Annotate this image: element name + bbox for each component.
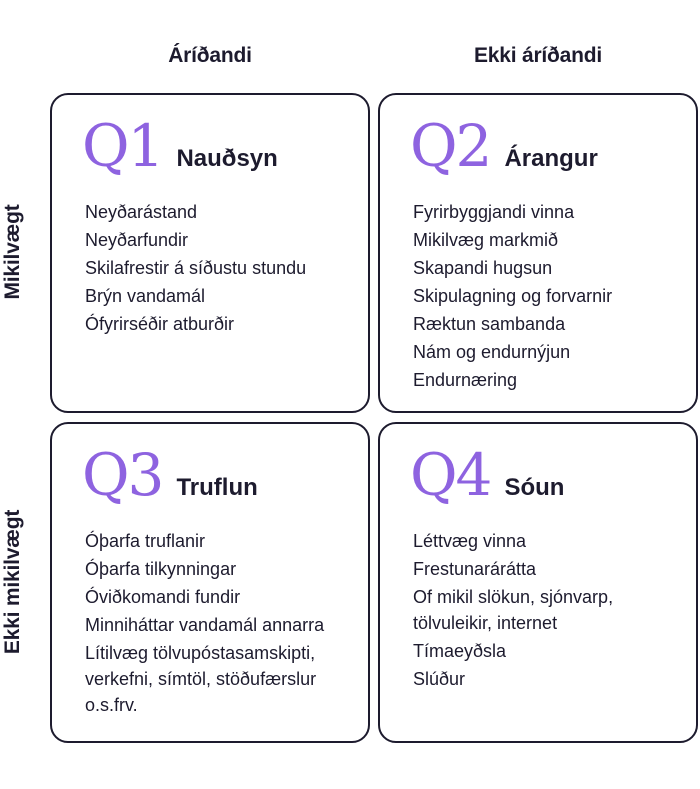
list-item: Minniháttar vandamál annarra <box>85 615 325 635</box>
quadrant-code: Q3 <box>82 441 163 509</box>
quadrant-heading <box>410 112 598 180</box>
list-item: Neyðarfundir <box>85 230 189 250</box>
quadrant-code: Q1 <box>82 112 163 180</box>
list-item: Of mikil slökun, sjónvarp, tölvuleikir, internet <box>413 587 614 633</box>
quadrant-q1 <box>50 93 370 413</box>
list-item: Léttvæg vinna <box>413 531 527 551</box>
list-item: Óþarfa truflanir <box>85 531 206 551</box>
list-item: Skilafrestir á síðustu stundu <box>85 258 307 278</box>
quadrant-heading <box>82 441 258 509</box>
quadrant-list <box>85 527 358 719</box>
quadrant-title: Árangur <box>504 145 598 172</box>
list-item: Neyðarástand <box>85 202 198 222</box>
list-item: Skapandi hugsun <box>413 258 553 278</box>
list-item: Skipulagning og forvarnir <box>413 286 613 306</box>
list-item: Óþarfa tilkynningar <box>85 559 237 579</box>
list-item: Ræktun sambanda <box>413 314 566 334</box>
quadrant-q4 <box>378 422 698 743</box>
list-item: Frestunarárátta <box>413 559 537 579</box>
quadrant-list <box>413 198 686 394</box>
quadrant-heading <box>410 441 565 509</box>
list-item: Endurnæring <box>413 370 518 390</box>
column-header-urgent: Áríðandi <box>168 44 252 67</box>
list-item: Lítilvæg tölvupóstasamskipti, verkefni, símtöl, stöðufærslur o.s.frv. <box>85 643 317 715</box>
list-item: Ófyrirséðir atburðir <box>85 314 235 334</box>
quadrant-code: Q4 <box>410 441 491 509</box>
list-item: Brýn vandamál <box>85 286 206 306</box>
list-item: Fyrirbyggjandi vinna <box>413 202 575 222</box>
quadrant-q3 <box>50 422 370 743</box>
list-item: Slúður <box>413 669 466 689</box>
quadrant-title: Nauðsyn <box>176 145 278 172</box>
quadrant-q2 <box>378 93 698 413</box>
column-header-not-urgent: Ekki áríðandi <box>473 44 603 67</box>
row-header-important: Mikilvægt <box>1 204 24 300</box>
list-item: Mikilvæg markmið <box>413 230 559 250</box>
quadrant-title: Truflun <box>176 474 258 501</box>
quadrant-list <box>413 527 686 693</box>
list-item: Tímaeyðsla <box>413 641 507 661</box>
quadrant-list <box>85 198 358 338</box>
quadrant-heading <box>82 112 278 180</box>
quadrant-code: Q2 <box>410 112 491 180</box>
list-item: Óviðkomandi fundir <box>85 587 241 607</box>
row-header-not-important: Ekki mikilvægt <box>1 509 24 655</box>
list-item: Nám og endurnýjun <box>413 342 571 362</box>
quadrant-title: Sóun <box>504 474 565 501</box>
